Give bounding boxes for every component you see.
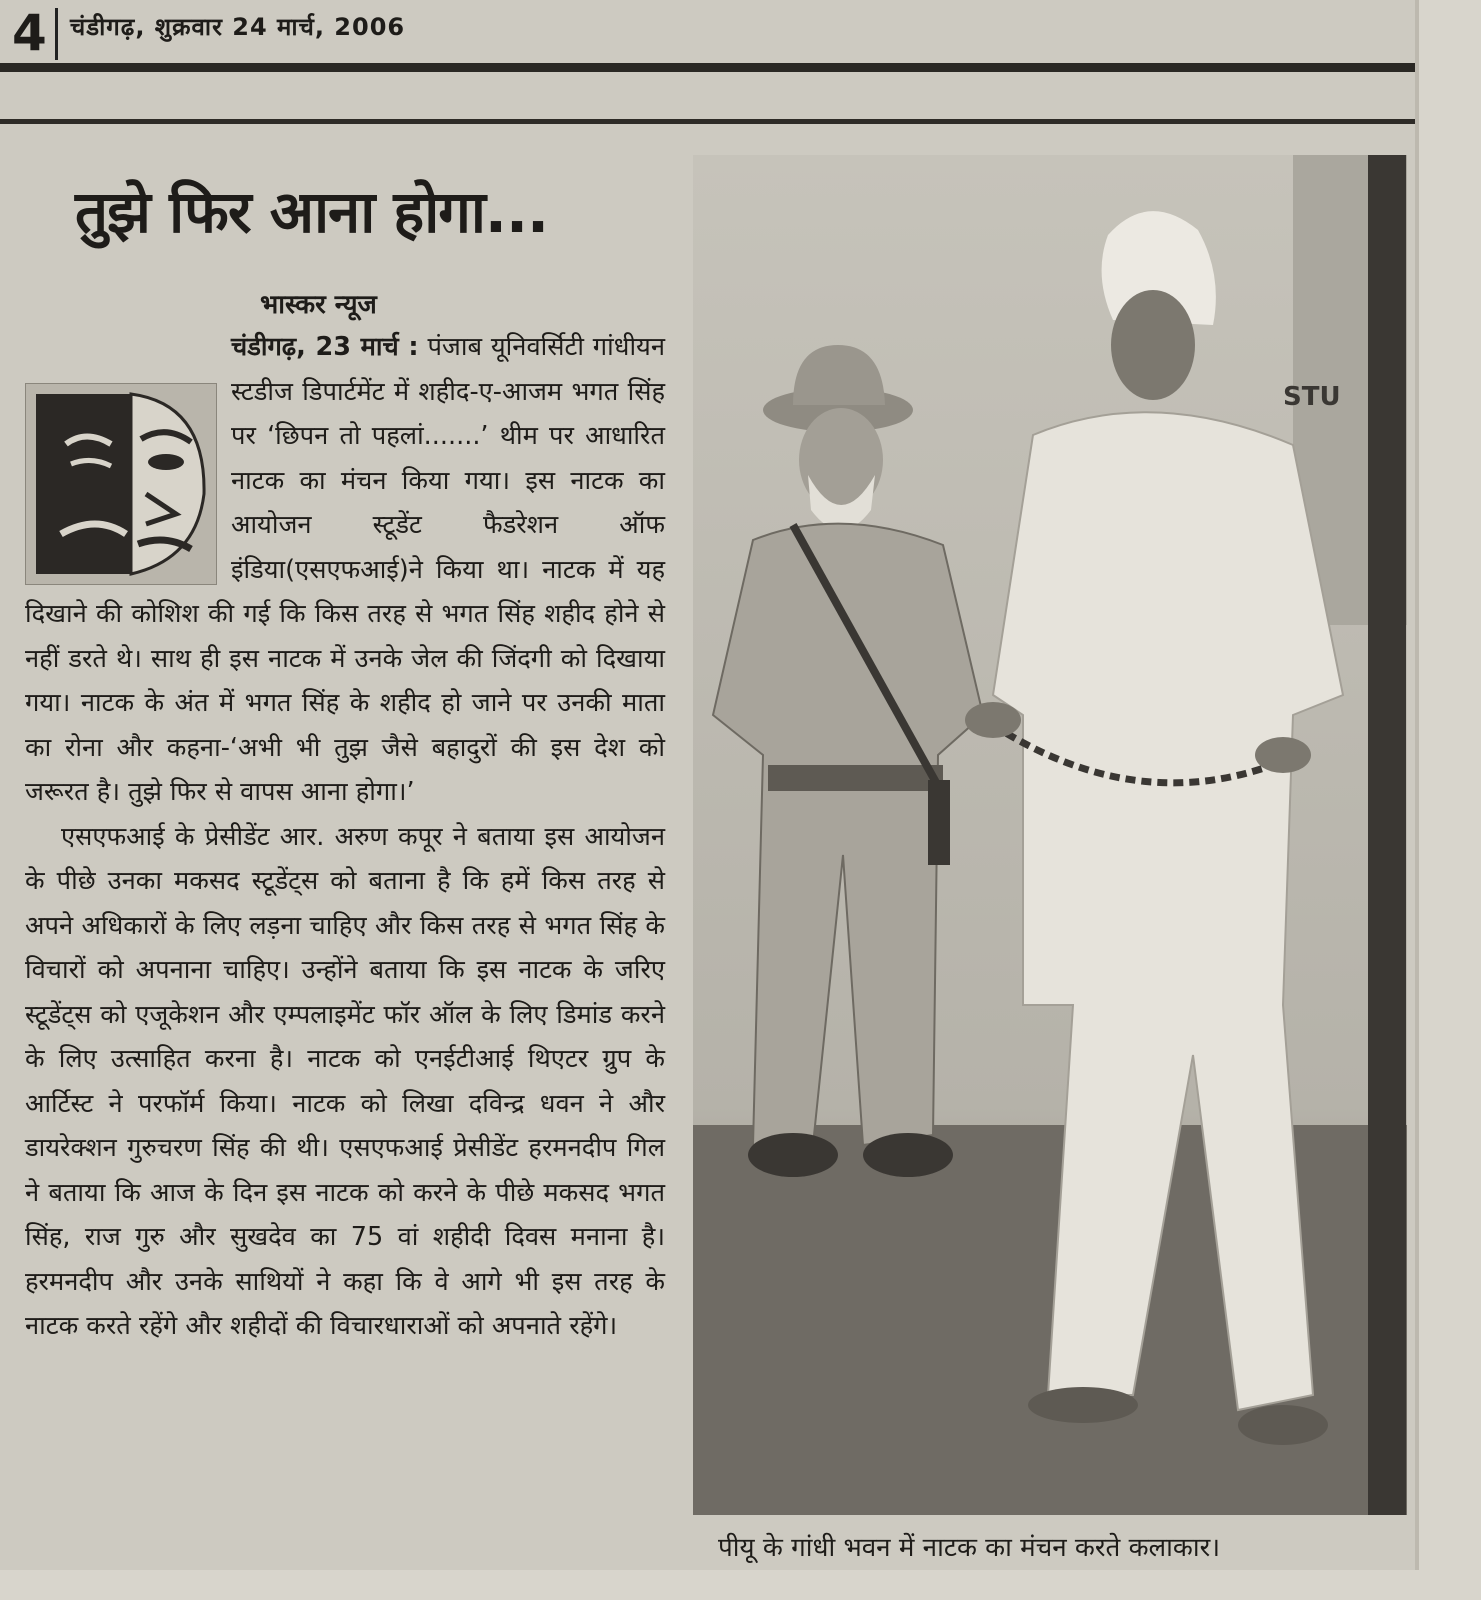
article xyxy=(20,125,685,1565)
paragraph-1 xyxy=(25,325,665,815)
masthead-divider xyxy=(55,8,58,60)
background-sign-text: STU xyxy=(1283,382,1341,412)
masthead xyxy=(8,4,1408,62)
masthead-dateline: चंडीगढ़, शुक्रवार 24 मार्च, 2006 xyxy=(70,13,406,41)
photo-illustration xyxy=(693,155,1407,1515)
headline: तुझे फिर आना होगा... xyxy=(75,178,549,246)
theatre-mask-icon xyxy=(25,383,217,585)
byline: भास्कर न्यूज xyxy=(260,290,377,320)
top-rule xyxy=(0,63,1415,72)
news-photo xyxy=(693,155,1407,1515)
page-number: 4 xyxy=(12,4,47,62)
article-dateline: चंडीगढ़, 23 मार्च : xyxy=(231,332,419,362)
paragraph-2: एसएफआई के प्रेसीडेंट आर. अरुण कपूर ने बताया इस आयोजन के पीछे उनका मकसद स्टूडेंट्स को बताना है कि हमें किस तरह से अपने अधिकारों के लिए लड़ना चाहिए और किस तरह से भगत सिंह के विचारों को अपनाना चाहिए। उन्होंने बताया कि इस नाटक के जरिए स्टूडेंट्स को एजूकेशन और एम्पलाइमेंट फॉर ऑल के लिए डिमांड करने के लिए उत्साहित करना है। नाटक को एनईटीआई थिएटर ग्रुप के आर्टिस्ट ने परफॉर्म किया। नाटक को लिखा दविन्द्र धवन ने और डायरेक्शन गुरुचरण सिंह की थी। एसएफआई प्रेसीडेंट हरमनदीप गिल ने बताया कि आज के दिन इस नाटक को करने के पीछे मकसद भगत सिंह, राज गुरु और सुखदेव का 75 वां शहीदी दिवस मनाना है। हरमनदीप और उनके साथियों ने कहा कि वे आगे भी इस तरह के नाटक करते रहेंगे और शहीदों की विचारधाराओं को अपनाते रहेंगे। xyxy=(25,821,665,1341)
paragraph-1-text: पंजाब यूनिवर्सिटी गांधीयन स्टडीज डिपार्टमेंट में शहीद-ए-आजम भगत सिंह पर ‘छिपन तो पहलां.......’ थीम पर आधारित नाटक का मंचन किया गया। इस नाटक का आयोजन स्टूडेंट फैडरेशन ऑफ इंडिया(एसएफआई)ने किया था। नाटक में यह दिखाने की कोशिश की गई कि किस तरह से भगत सिंह शहीद होने से नहीं डरते थे। साथ ही इस नाटक में उनके जेल की जिंदगी को दिखाया गया। नाटक के अंत में भगत सिंह के शहीद हो जाने पर उनकी माता का रोना और कहना-‘अभी भी तुझ जैसे बहादुरों की इस देश को जरूरत है। तुझे फिर से वापस आना होगा।’ xyxy=(25,332,665,807)
article-body xyxy=(25,325,665,1349)
photo-caption: पीयू के गांधी भवन में नाटक का मंचन करते कलाकार। xyxy=(718,1533,1221,1563)
photo-edge-bar xyxy=(1368,155,1406,1515)
section-rule xyxy=(0,119,1415,124)
